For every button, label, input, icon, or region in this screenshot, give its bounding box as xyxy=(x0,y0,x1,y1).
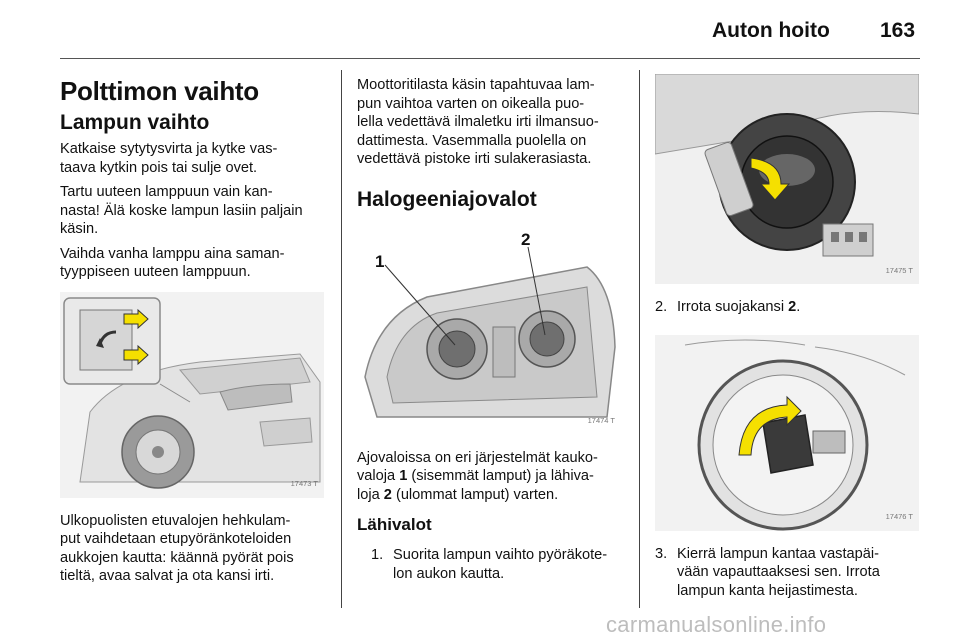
step-text: Kierrä lampun kantaa vastapäi- vään vapauttaaksesi sen. Irrota lampun kanta heijastimesta. xyxy=(677,545,880,599)
section-title: Auton hoito xyxy=(712,19,830,42)
step-text xyxy=(677,298,800,317)
callout-2: 2 xyxy=(521,229,531,249)
figure-number: 17475 T xyxy=(885,265,913,275)
figure-headlamp xyxy=(357,227,621,435)
headlamp-description xyxy=(357,449,627,505)
watermark: carmanualsonline.info xyxy=(606,612,827,637)
desc-text: (sisemmät lamput) ja lähiva- loja xyxy=(357,468,594,503)
step-text-part: Irrota suojakansi xyxy=(677,299,789,315)
desc-bold-1: 1 xyxy=(399,468,408,484)
header-rule xyxy=(60,58,920,59)
page-number: 163 xyxy=(880,19,916,42)
page-header xyxy=(0,0,960,60)
intro-paragraph: Moottoritilasta käsin tapahtuvaa lam- pun vaihtoa varten on oikealla puo- lella vedettävä ilmaletku irti ilmansuo- dattimesta. Vasemmalla puolella on vedettävä pistoke irti sulakerasiasta. xyxy=(357,77,599,167)
step-text-end: . xyxy=(796,299,801,315)
halogen-heading: Halogeeniajovalot xyxy=(357,187,537,211)
step-3 xyxy=(655,545,925,601)
figure-car-front xyxy=(60,292,324,498)
callout-1: 1 xyxy=(375,251,385,271)
step-number: 1. xyxy=(371,547,384,563)
left-column xyxy=(60,76,330,592)
section-heading: Lampun vaihto xyxy=(60,111,210,134)
figure-engine-bay xyxy=(655,74,919,284)
low-beam-heading: Lähivalot xyxy=(357,515,432,534)
figure-bulb-holder xyxy=(655,335,919,531)
page-heading: Polttimon vaihto xyxy=(60,76,259,106)
right-column xyxy=(655,76,925,600)
step-2 xyxy=(655,298,925,317)
column-divider-1 xyxy=(341,70,342,608)
step-number: 2. xyxy=(655,299,668,315)
figure-number: 17476 T xyxy=(885,512,913,521)
step-number: 3. xyxy=(655,545,668,562)
step-1 xyxy=(357,546,627,583)
figure-number: 17473 T xyxy=(290,479,318,488)
desc-bold-2: 2 xyxy=(383,486,392,503)
column-divider-2 xyxy=(639,70,640,608)
paragraph-3: Vaihda vanha lamppu aina saman- tyyppiseen uuteen lamppuun. xyxy=(60,245,285,280)
middle-column xyxy=(357,76,627,583)
paragraph-1: Katkaise sytytysvirta ja kytke vas- taava kytkin pois tai sulje ovet. xyxy=(60,141,278,176)
step-text: Suorita lampun vaihto pyöräkote- lon aukon kautta. xyxy=(393,547,608,582)
desc-text: (ulommat lamput) varten. xyxy=(391,486,559,503)
step-bold: 2 xyxy=(788,299,797,315)
paragraph-2: Tartu uuteen lamppuun vain kan- nasta! Älä koske lampun lasiin paljain käsin. xyxy=(60,184,303,237)
figure-caption: Ulkopuolisten etuvalojen hehkulam- put vaihdetaan etupyöränkoteloiden aukkojen kautta: käännä pyörät pois tieltä, avaa salvat ja ota kansi irti. xyxy=(60,512,294,584)
desc-text: Ajovaloissa on eri järjestelmät kauko- valoja xyxy=(357,449,598,484)
figure-number: 17474 T xyxy=(587,416,615,425)
